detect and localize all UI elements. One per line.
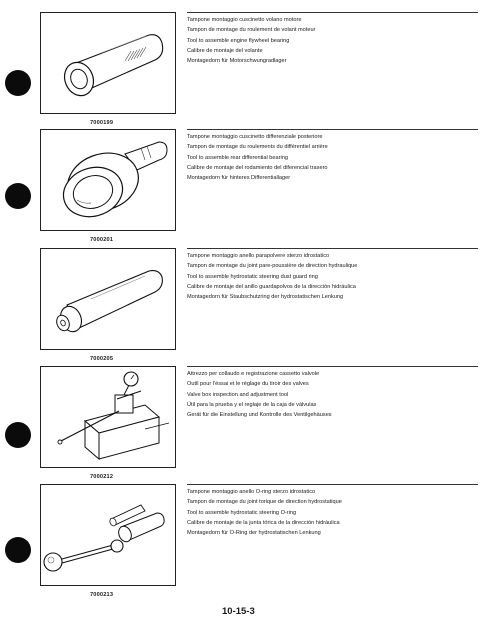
tool-illustration [40, 12, 176, 114]
description-italian: Tampone montaggio anello parapolvere sterzo idrostatico [187, 253, 330, 259]
flywheel-bearing-tool-drawing [41, 13, 176, 114]
description-english: Tool to assemble hydrostatic steering dust guard ring [187, 273, 318, 280]
description-spanish: Calibre de montaje de la junta tórica de la dirección hidráulica [187, 519, 340, 526]
description-italian: Tampone montaggio cuscinetto volano motore [187, 17, 302, 23]
tool-description [187, 484, 478, 538]
description-french: Outil pour l'éssai et le réglage du tiroir des valves [187, 381, 309, 388]
tool-code: 7000199 [90, 120, 114, 126]
tool-description [187, 366, 478, 420]
binder-hole-4 [5, 537, 31, 563]
description-italian: Tampone montaggio anello O-ring sterzo idrostatico [187, 489, 316, 495]
description-french: Tampon de montage du joint torique de direction hydrostatique [187, 499, 342, 506]
description-german: Gerät für die Einstellung und Kontrolle des Ventilgehäuses [187, 412, 332, 419]
divider [187, 129, 478, 130]
tool-illustration [40, 366, 176, 468]
tool-description [187, 12, 478, 66]
divider [187, 484, 478, 485]
page-number: 10-15-3 [222, 606, 255, 617]
tool-code: 7000201 [90, 237, 114, 243]
description-italian: Tampone montaggio cuscinetto differenziale posteriore [187, 134, 323, 140]
tool-description [187, 248, 478, 302]
valve-box-tester-drawing [41, 367, 176, 468]
description-french: Tampon de montage du roulement de volant moteur [187, 27, 316, 34]
divider [187, 248, 478, 249]
description-english: Tool to assemble hydrostatic steering O-ring [187, 509, 297, 516]
description-french: Tampon de montage du roulements du différentiel arrière [187, 144, 328, 151]
description-spanish: Calibre de montaje del volante [187, 47, 263, 54]
tool-description [187, 129, 478, 183]
description-spanish: Calibre de montaje del rodamiento del diferencial trasero [187, 164, 328, 171]
description-french: Tampon de montage du joint pare-poussière de direction hydraulique [187, 263, 358, 270]
binder-hole-2 [5, 183, 31, 209]
o-ring-tool-drawing [41, 485, 176, 586]
description-spanish: Útil para la prueba y el reglaje de la caja de válvulas [187, 401, 317, 408]
divider [187, 366, 478, 367]
binder-hole-3 [5, 422, 31, 448]
description-english: Tool to assemble rear differential bearing [187, 154, 288, 161]
description-german: Montagedorn für Motorschwungradlager [187, 58, 287, 65]
differential-bearing-tool-drawing [41, 130, 176, 231]
divider [187, 12, 478, 13]
tool-code: 7000212 [90, 474, 114, 480]
description-spanish: Calibre de montaje del anillo guardapolvos de la dirección hidráulica [187, 283, 356, 290]
tool-illustration [40, 248, 176, 350]
description-german: Montagedorn für Staubschutzring der hydrostatischen Lenkung [187, 294, 344, 301]
tool-illustration [40, 129, 176, 231]
description-english: Valve box inspection and adjustment tool [187, 391, 289, 398]
description-english: Tool to assemble engine flywheel bearing [187, 37, 290, 44]
description-italian: Attrezzo per collaudo e registrazione cassetto valvole [187, 371, 320, 377]
tool-code: 7000213 [90, 592, 114, 598]
description-german: Montagedorn für O-Ring der hydrostatischen Lenkung [187, 530, 321, 537]
tool-code: 7000205 [90, 356, 114, 362]
binder-hole-1 [5, 70, 31, 96]
description-german: Montagedorn für hinteres Differentiallager [187, 175, 291, 182]
tool-illustration [40, 484, 176, 586]
dust-guard-tool-drawing [41, 249, 176, 350]
